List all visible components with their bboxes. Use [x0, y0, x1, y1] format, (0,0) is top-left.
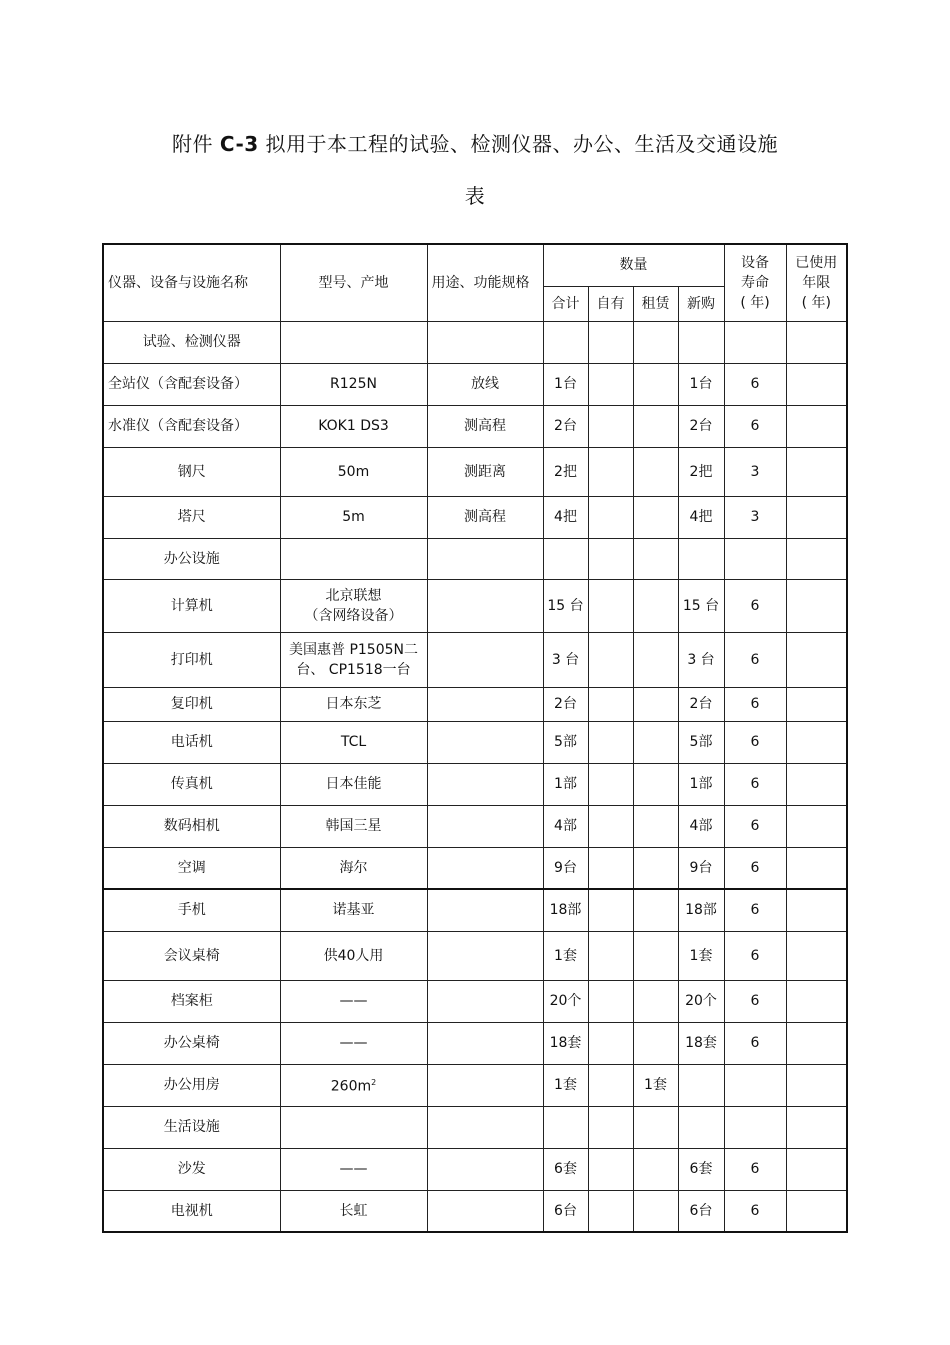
table-row [103, 1106, 847, 1148]
cell-new: 5部 [678, 721, 724, 763]
cell-name: 会议桌椅 [103, 931, 280, 980]
table-row [103, 363, 847, 405]
header-rent: 租赁 [633, 286, 678, 321]
cell-total: 4部 [543, 805, 588, 847]
cell-model-line1: 诺基亚 [332, 902, 375, 919]
cell-own [588, 321, 633, 363]
cell-new: 6台 [678, 1190, 724, 1232]
cell-own [588, 805, 633, 847]
cell-name: 生活设施 [103, 1106, 280, 1148]
cell-name: 电视机 [103, 1190, 280, 1232]
cell-name: 塔尺 [103, 496, 280, 538]
cell-model [280, 363, 427, 405]
cell-new: 2把 [678, 447, 724, 496]
cell-usage [427, 1148, 543, 1190]
cell-name: 办公设施 [103, 538, 280, 579]
cell-own [588, 931, 633, 980]
cell-new: 2台 [678, 687, 724, 721]
cell-total: 18部 [543, 889, 588, 931]
table-row [103, 721, 847, 763]
header-own: 自有 [588, 286, 633, 321]
cell-life: 6 [724, 721, 786, 763]
cell-rent [633, 1148, 678, 1190]
header-model: 型号、产地 [280, 244, 427, 321]
cell-life: 6 [724, 980, 786, 1022]
cell-own [588, 1022, 633, 1064]
cell-usage: 放线 [427, 363, 543, 405]
cell-model [280, 1148, 427, 1190]
cell-own [588, 763, 633, 805]
cell-life: 3 [724, 496, 786, 538]
cell-name: 打印机 [103, 632, 280, 687]
cell-name: 计算机 [103, 579, 280, 632]
cell-usage [427, 721, 543, 763]
cell-name: 档案柜 [103, 980, 280, 1022]
cell-rent [633, 632, 678, 687]
cell-model-line1: KOK1 DS3 [318, 418, 389, 434]
cell-model-line1: TCL [340, 734, 367, 750]
table-row [103, 405, 847, 447]
table-row [103, 496, 847, 538]
cell-used [786, 763, 847, 805]
cell-usage [427, 1106, 543, 1148]
table-row [103, 538, 847, 579]
cell-own [588, 447, 633, 496]
header-life [724, 244, 786, 321]
cell-total: 2台 [543, 405, 588, 447]
cell-usage [427, 538, 543, 579]
cell-model [280, 496, 427, 538]
cell-model [280, 931, 427, 980]
cell-new: 4把 [678, 496, 724, 538]
cell-rent [633, 889, 678, 931]
cell-model [280, 889, 427, 931]
table-row [103, 847, 847, 889]
cell-model [280, 847, 427, 889]
cell-model [280, 405, 427, 447]
cell-name: 全站仪（含配套设备） [103, 363, 280, 405]
cell-rent [633, 980, 678, 1022]
cell-own [588, 1190, 633, 1232]
cell-own [588, 847, 633, 889]
cell-model [280, 321, 427, 363]
cell-new [678, 538, 724, 579]
cell-new: 1套 [678, 931, 724, 980]
cell-new: 6套 [678, 1148, 724, 1190]
cell-total [543, 321, 588, 363]
cell-used [786, 1064, 847, 1106]
cell-model-superscript: 2 [371, 1078, 377, 1088]
document-title [0, 128, 950, 157]
cell-usage [427, 1022, 543, 1064]
cell-rent: 1套 [633, 1064, 678, 1106]
cell-total: 6套 [543, 1148, 588, 1190]
cell-model-line1: 供40人用 [323, 947, 384, 964]
table-row [103, 1190, 847, 1232]
cell-model-line1: 美国惠普 P1505N二 [289, 641, 418, 658]
cell-life: 6 [724, 363, 786, 405]
cell-total [543, 1106, 588, 1148]
cell-new: 1台 [678, 363, 724, 405]
cell-name: 办公桌椅 [103, 1022, 280, 1064]
cell-own [588, 579, 633, 632]
header-used-line1: 已使用 [795, 254, 838, 271]
equipment-table [102, 243, 848, 1233]
cell-used [786, 1022, 847, 1064]
cell-usage [427, 579, 543, 632]
cell-model [280, 687, 427, 721]
table-row [103, 1064, 847, 1106]
cell-new [678, 1106, 724, 1148]
cell-total [543, 538, 588, 579]
cell-total: 15 台 [543, 579, 588, 632]
cell-rent [633, 496, 678, 538]
header-used-line2: 年限 [802, 274, 831, 291]
cell-model [280, 980, 427, 1022]
cell-model-line2: 台、 CP1518一台 [296, 661, 411, 678]
cell-new: 3 台 [678, 632, 724, 687]
cell-used [786, 496, 847, 538]
header-life-line1: 设备 [741, 254, 769, 271]
cell-own [588, 687, 633, 721]
cell-model-line1: R125N [330, 376, 377, 392]
cell-usage [427, 980, 543, 1022]
cell-life: 6 [724, 805, 786, 847]
cell-life [724, 1106, 786, 1148]
cell-total: 1台 [543, 363, 588, 405]
cell-used [786, 1148, 847, 1190]
table-row [103, 579, 847, 632]
title-prefix: 附件 [171, 132, 220, 156]
cell-usage [427, 889, 543, 931]
cell-total: 3 台 [543, 632, 588, 687]
cell-name: 水准仪（含配套设备） [103, 405, 280, 447]
cell-model [280, 632, 427, 687]
cell-new: 18部 [678, 889, 724, 931]
cell-total: 1套 [543, 931, 588, 980]
cell-usage [427, 931, 543, 980]
cell-model [280, 1106, 427, 1148]
cell-rent [633, 538, 678, 579]
cell-total: 5部 [543, 721, 588, 763]
cell-model [280, 763, 427, 805]
cell-used [786, 805, 847, 847]
cell-own [588, 980, 633, 1022]
table-body [103, 321, 847, 1232]
cell-new: 20个 [678, 980, 724, 1022]
cell-model-line1: 海尔 [339, 859, 368, 876]
cell-usage [427, 321, 543, 363]
table-row [103, 632, 847, 687]
table-row [103, 1148, 847, 1190]
cell-total: 6台 [543, 1190, 588, 1232]
table-row [103, 980, 847, 1022]
cell-model-line2: （含网络设备） [304, 607, 403, 624]
cell-used [786, 980, 847, 1022]
cell-life: 6 [724, 889, 786, 931]
cell-total: 9台 [543, 847, 588, 889]
cell-model [280, 1190, 427, 1232]
cell-total: 20个 [543, 980, 588, 1022]
cell-used [786, 1190, 847, 1232]
cell-life [724, 1064, 786, 1106]
cell-model-line1: 260m [330, 1078, 372, 1095]
header-used [786, 244, 847, 321]
cell-total: 4把 [543, 496, 588, 538]
header-new: 新购 [678, 286, 724, 321]
header-used-line3: ( 年) [801, 294, 831, 311]
cell-model-line1: 北京联想 [325, 587, 382, 604]
cell-own [588, 538, 633, 579]
table-row [103, 889, 847, 931]
header-total: 合计 [543, 286, 588, 321]
cell-rent [633, 579, 678, 632]
cell-model-line1: 50m [337, 463, 370, 480]
cell-new: 1部 [678, 763, 724, 805]
cell-used [786, 889, 847, 931]
cell-name: 沙发 [103, 1148, 280, 1190]
cell-new: 9台 [678, 847, 724, 889]
cell-usage [427, 1190, 543, 1232]
cell-name: 电话机 [103, 721, 280, 763]
cell-name: 数码相机 [103, 805, 280, 847]
cell-used [786, 321, 847, 363]
cell-model-line1: 长虹 [339, 1202, 368, 1219]
cell-usage [427, 1064, 543, 1106]
cell-used [786, 847, 847, 889]
cell-model [280, 1022, 427, 1064]
cell-model-line1: —— [339, 1035, 368, 1051]
table-row [103, 687, 847, 721]
cell-used [786, 931, 847, 980]
cell-usage: 测距离 [427, 447, 543, 496]
cell-life: 3 [724, 447, 786, 496]
cell-own [588, 889, 633, 931]
cell-life: 6 [724, 687, 786, 721]
cell-rent [633, 931, 678, 980]
cell-name: 办公用房 [103, 1064, 280, 1106]
cell-new [678, 321, 724, 363]
header-life-line3: ( 年) [740, 294, 770, 311]
cell-usage: 测高程 [427, 405, 543, 447]
cell-new: 15 台 [678, 579, 724, 632]
cell-rent [633, 805, 678, 847]
cell-life: 6 [724, 1148, 786, 1190]
header-name: 仪器、设备与设施名称 [103, 244, 280, 321]
cell-model [280, 579, 427, 632]
cell-own [588, 363, 633, 405]
cell-new: 4部 [678, 805, 724, 847]
cell-life [724, 321, 786, 363]
table-row [103, 763, 847, 805]
cell-rent [633, 405, 678, 447]
cell-rent [633, 763, 678, 805]
cell-life: 6 [724, 632, 786, 687]
cell-model [280, 538, 427, 579]
cell-life: 6 [724, 931, 786, 980]
cell-model [280, 1064, 427, 1106]
cell-used [786, 538, 847, 579]
cell-usage [427, 847, 543, 889]
cell-used [786, 579, 847, 632]
cell-life: 6 [724, 763, 786, 805]
table-row [103, 1022, 847, 1064]
cell-used [786, 405, 847, 447]
cell-new: 2台 [678, 405, 724, 447]
cell-model [280, 721, 427, 763]
cell-name: 复印机 [103, 687, 280, 721]
cell-model [280, 805, 427, 847]
table-row [103, 805, 847, 847]
title-text: 拟用于本工程的试验、检测仪器、办公、生活及交通设施 [258, 132, 779, 156]
header-quantity: 数量 [543, 244, 724, 286]
cell-rent [633, 687, 678, 721]
cell-used [786, 687, 847, 721]
cell-own [588, 721, 633, 763]
cell-life: 6 [724, 1190, 786, 1232]
cell-used [786, 1106, 847, 1148]
cell-used [786, 632, 847, 687]
cell-new: 18套 [678, 1022, 724, 1064]
cell-model [280, 447, 427, 496]
table-row [103, 447, 847, 496]
document-title-line2: 表 [464, 184, 486, 208]
cell-rent [633, 1106, 678, 1148]
cell-name: 空调 [103, 847, 280, 889]
cell-rent [633, 321, 678, 363]
cell-own [588, 405, 633, 447]
cell-total: 1套 [543, 1064, 588, 1106]
header-usage: 用途、功能规格 [427, 244, 543, 321]
cell-rent [633, 847, 678, 889]
cell-model-line1: 日本东芝 [325, 696, 382, 712]
cell-name: 手机 [103, 889, 280, 931]
cell-new [678, 1064, 724, 1106]
cell-usage [427, 763, 543, 805]
cell-rent [633, 721, 678, 763]
title-code: C-3 [219, 132, 259, 156]
cell-model-line1: 日本佳能 [325, 776, 382, 792]
cell-own [588, 1064, 633, 1106]
cell-used [786, 721, 847, 763]
cell-rent [633, 363, 678, 405]
header-life-line2: 寿命 [741, 274, 769, 291]
cell-rent [633, 1022, 678, 1064]
cell-rent [633, 1190, 678, 1232]
cell-model-line1: —— [339, 993, 368, 1009]
cell-total: 2台 [543, 687, 588, 721]
cell-rent [633, 447, 678, 496]
cell-own [588, 1106, 633, 1148]
cell-model-line1: 5m [342, 509, 365, 525]
cell-own [588, 1148, 633, 1190]
cell-model-line1: —— [339, 1161, 368, 1177]
cell-usage: 测高程 [427, 496, 543, 538]
cell-name: 传真机 [103, 763, 280, 805]
cell-name: 试验、检测仪器 [103, 321, 280, 363]
cell-own [588, 632, 633, 687]
cell-used [786, 447, 847, 496]
table-row [103, 931, 847, 980]
cell-total: 1部 [543, 763, 588, 805]
cell-total: 18套 [543, 1022, 588, 1064]
cell-life [724, 538, 786, 579]
cell-used [786, 363, 847, 405]
cell-usage [427, 632, 543, 687]
cell-own [588, 496, 633, 538]
cell-total: 2把 [543, 447, 588, 496]
cell-life: 6 [724, 847, 786, 889]
cell-model-line1: 韩国三星 [325, 818, 382, 834]
cell-usage [427, 687, 543, 721]
table-row [103, 321, 847, 363]
cell-life: 6 [724, 579, 786, 632]
cell-life: 6 [724, 1022, 786, 1064]
cell-name: 钢尺 [103, 447, 280, 496]
cell-life: 6 [724, 405, 786, 447]
cell-usage [427, 805, 543, 847]
